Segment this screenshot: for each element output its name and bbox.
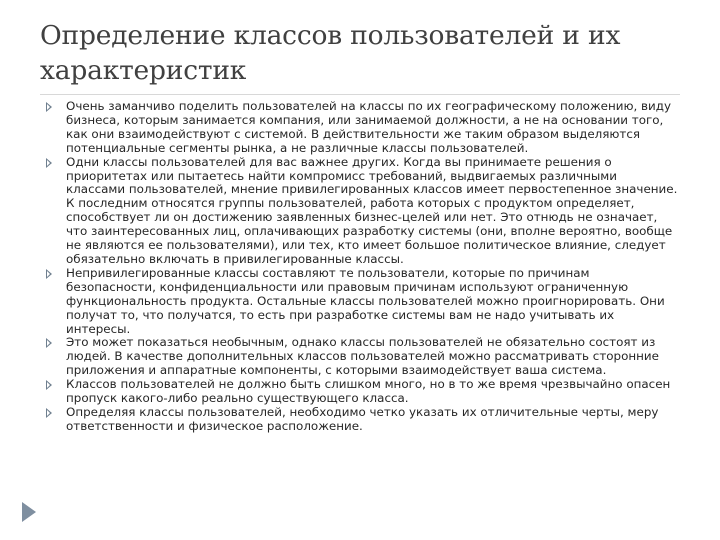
triangle-bullet-icon bbox=[46, 380, 52, 390]
bullet-text: Определяя классы пользователей, необходимо четко указать их отличительные черты, меру ответственности и физическое расположение. bbox=[66, 404, 659, 433]
list-item bbox=[44, 378, 678, 406]
triangle-bullet-icon bbox=[46, 158, 52, 168]
list-item bbox=[44, 100, 678, 156]
bullet-text: Это может показаться необычным, однако классы пользователей не обязательно состоят из людей. В качестве дополнительных классов пользователей можно рассматривать сторонние приложения и аппаратные компоненты, с которыми взаимодействует ваша система. bbox=[66, 335, 659, 378]
list-item bbox=[44, 406, 678, 434]
triangle-bullet-icon bbox=[46, 269, 52, 279]
triangle-bullet-icon bbox=[46, 102, 52, 112]
triangle-bullet-icon bbox=[46, 338, 52, 348]
list-item bbox=[44, 267, 678, 337]
bullet-text: Очень заманчиво поделить пользователей на классы по их географическому положению, виду бизнеса, которым занимается компания, или занимаемой должности, а не на основании того, как они взаимодействуют с системой. В действительности же таким образом выделяются потенциальные сегменты рынка, а не различные классы пользователей. bbox=[66, 99, 672, 155]
bullet-text: Классов пользователей не должно быть слишком много, но в то же время чрезвычайно опасен пропуск какого-либо реально существующего класса. bbox=[66, 377, 671, 406]
slide-title: Определение классов пользователей и их характеристик bbox=[40, 20, 621, 86]
list-item bbox=[44, 336, 678, 378]
title-divider bbox=[40, 94, 680, 95]
bullet-text: Непривилегированные классы составляют те пользователи, которые по причинам безопасности, конфиденциальности или правовым причинам используют ограниченную функциональность продукта. Остальные классы пользователей можно проигнорировать. Они получат то, что получатся, то есть при разработке системы вам не надо учитывать их интересы. bbox=[66, 265, 665, 336]
triangle-bullet-icon bbox=[46, 408, 52, 418]
list-item bbox=[44, 156, 678, 267]
bullet-list bbox=[44, 100, 678, 434]
bullet-text: Одни классы пользователей для вас важнее других. Когда вы принимаете решения о приоритетах или пытаетесь найти компромисс требований, выдвигаемых различными классами пользователей, мнение привилегированных классов имеет первостепенное значение. К последним относятся группы пользователей, работа которых с продуктом определяет, способствует ли он достижению заявленных бизнес-целей или нет. Это отнюдь не означает, что заинтересованных лиц, оплачивающих разработку системы (они, вполне вероятно, вообще не являются ее пользователями), или тех, кто имеет большое политическое влияние, следует обязательно включать в привилегированные классы. bbox=[66, 154, 678, 266]
corner-triangle-icon bbox=[22, 502, 36, 522]
